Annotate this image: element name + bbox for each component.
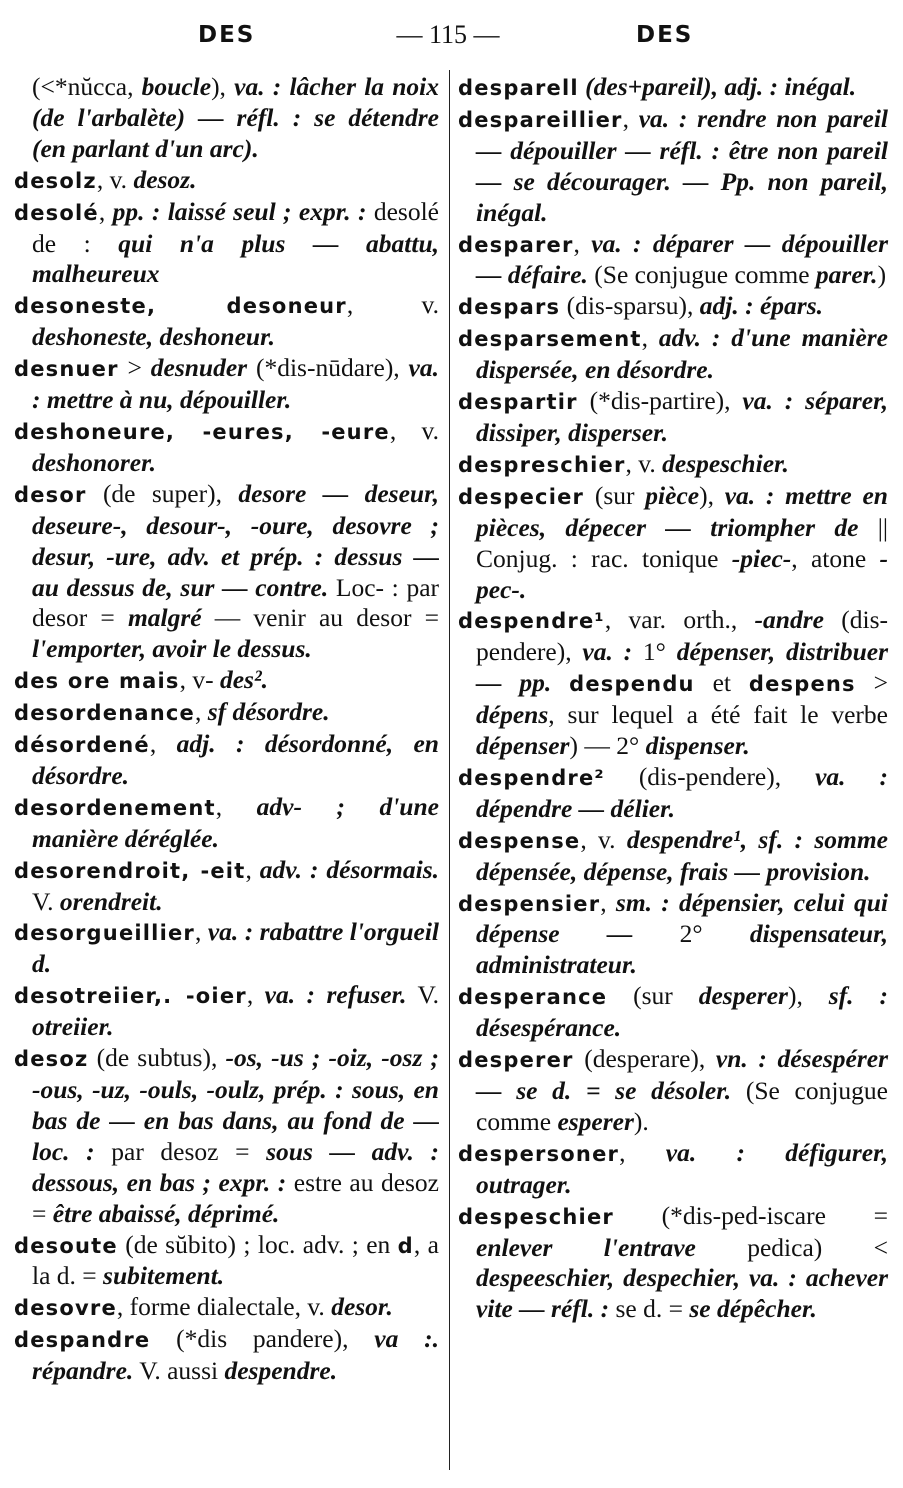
dictionary-entry (458, 72, 888, 104)
headword: despendre² (458, 765, 605, 790)
entry-text: desore — deseur, deseure-, desour-, -oure, desovre ; desur, -ure, adv. et prép. : dessus — au dessus de, sur — contre. (32, 478, 439, 602)
entry-text: va :. répandre. (32, 1324, 439, 1386)
dictionary-entry (458, 762, 888, 825)
entry-text: dépens (476, 700, 549, 730)
dictionary-entry (14, 980, 439, 1043)
entry-text: , var. orth., (604, 605, 755, 635)
entry-text: desoz. (133, 164, 197, 194)
entry-text: adj. : désordonné, en désordre. (32, 729, 439, 790)
entry-text: , (215, 791, 257, 821)
entry-text: va. : rendre non pareil — dépouiller — réfl. : être non pareil — se décourager. — Pp. non pareil, inégal. (476, 103, 888, 227)
entry-text: (sur (607, 981, 699, 1011)
entry-text: otreiier. (32, 1012, 114, 1042)
entry-text: l'emporter, avoir le dessus. (32, 634, 312, 664)
headword: despensier (458, 891, 601, 916)
dictionary-entry (458, 481, 888, 606)
entry-text: se d. = (609, 1294, 690, 1324)
entry-text: (*dis-partire), (577, 386, 743, 416)
entry-text: parer. (815, 260, 878, 290)
entry-text: , (573, 228, 592, 258)
entry-text: va. : séparer, dissiper, disperser. (476, 386, 888, 447)
entry-text: -pec-. (476, 543, 888, 604)
running-head-left: DES (198, 22, 256, 48)
dictionary-entry (458, 229, 888, 292)
dictionary-entry (14, 1043, 439, 1229)
headword: despeschier (458, 1204, 614, 1229)
entry-text: va. : mettre en pièces, dépecer — triompher de (476, 480, 888, 542)
entry-text: (de subtus), (88, 1043, 226, 1073)
right-column (458, 72, 888, 1325)
dictionary-entry (458, 323, 888, 386)
entry-text: , (194, 917, 208, 947)
entry-text: desor. (331, 1292, 393, 1322)
headword: desor (14, 482, 87, 507)
headword: despars (458, 295, 561, 320)
headword: desovre (14, 1296, 117, 1321)
entry-text: deshonorer. (32, 447, 156, 477)
page-number: — 115 — (396, 20, 500, 49)
entry-text: desolé de : (32, 196, 439, 258)
entry-text: despendu (569, 672, 695, 697)
entry-text: V. (32, 886, 60, 916)
headword: desordenement (14, 795, 216, 820)
entry-text: orendreit. (59, 886, 163, 916)
dictionary-entry (14, 353, 439, 416)
dictionary-entry (458, 291, 888, 323)
dictionary-entry (458, 1138, 888, 1201)
entry-text: 2° (632, 919, 750, 949)
left-column (14, 72, 439, 1387)
headword: desparell (458, 76, 579, 100)
entry-text: Loc- : par desor = (32, 572, 439, 633)
entry-text: despeschier. (662, 448, 789, 478)
dictionary-entry (14, 197, 439, 291)
entry-text: -os, -us ; -oiz, -osz ; -ous, -uz, -ouls, -oulz, prép. : sous, en bas de — en bas dans, au fond de — loc. : (32, 1043, 439, 1166)
dictionary-entry (14, 1324, 439, 1387)
headword: despartir (458, 390, 578, 415)
entry-text: dispenser. (645, 731, 750, 761)
headword: des ore mais (14, 669, 180, 694)
entry-text: pièce (645, 480, 700, 510)
headword: desordenance (14, 701, 195, 726)
dictionary-entry (458, 825, 888, 888)
entry-text: > (118, 353, 151, 383)
headword: desotreiier,. -oier (14, 984, 247, 1009)
entry-text: pedica) < (695, 1232, 889, 1262)
entry-text: (des+pareil), adj. : inégal. (585, 72, 857, 101)
entry-text: va. : lâcher la noix (de l'arbalète) — réfl. : se détendre (en parlant d'un arc). (32, 72, 439, 163)
entry-text: boucle (141, 72, 212, 101)
entry-text: (Se conjugue comme (587, 260, 816, 290)
entry-text: , (98, 196, 113, 226)
entry-text: , atone (791, 543, 880, 573)
entry-text: , v. (580, 824, 627, 854)
entry-text: , (195, 697, 208, 727)
entry-text: V. (406, 980, 440, 1010)
entry-text: (<*nŭcca, (32, 72, 142, 101)
dictionary-entry (458, 605, 888, 762)
entry-text: (sur (584, 480, 646, 510)
entry-text: V. aussi (133, 1356, 225, 1386)
entry-text: ). (633, 1106, 649, 1136)
entry-text: , (246, 980, 265, 1010)
headword: désordené (14, 733, 150, 758)
entry-text: despens (748, 672, 856, 697)
dictionary-entry (458, 386, 888, 449)
entry-text: vn. : désespérer — se d. = se désoler. (476, 1044, 888, 1105)
headword: despareillier (458, 107, 623, 132)
dictionary-entry (14, 72, 439, 165)
headword: desparer (458, 232, 574, 257)
headword: desnuer (14, 357, 119, 382)
entry-text: ) (877, 260, 887, 290)
entry-text: malgré (127, 603, 202, 633)
dictionary-entry (14, 665, 439, 697)
entry-text: sf désordre. (207, 697, 330, 727)
dictionary-entry (14, 1230, 439, 1293)
entry-text: dépenser, distribuer — pp. (476, 637, 888, 698)
dictionary-entry (14, 165, 439, 197)
column-divider (449, 70, 450, 1470)
entry-text: deshoneste, deshoneur. (32, 322, 275, 352)
entry-text: , v. (346, 290, 439, 320)
headword: desparsement (458, 327, 642, 352)
dictionary-entry (14, 290, 439, 353)
dictionary-entry (14, 917, 439, 980)
entry-text: , (149, 729, 177, 759)
entry-text: par desoz = (94, 1136, 267, 1166)
headword: despersoner (458, 1141, 620, 1166)
entry-text: des². (219, 665, 268, 695)
entry-text: enlever l'entrave (476, 1232, 696, 1262)
entry-text: adv- ; d'une manière déréglée. (32, 791, 439, 853)
headword: despecier (458, 484, 585, 509)
dictionary-entry (14, 416, 439, 479)
headword: desorendroit, -eit (14, 858, 246, 883)
dictionary-entry (458, 1044, 888, 1138)
entry-text: (dis-pendere), (604, 761, 816, 791)
entry-text: subitement. (103, 1261, 225, 1291)
entry-text: (dis-sparsu), (560, 291, 700, 321)
headword: desperer (458, 1048, 574, 1073)
entry-text: (*dis-nūdare), (247, 353, 409, 383)
headword: deshoneure, -eures, -eure (14, 419, 390, 444)
headword: despendre¹ (458, 609, 605, 634)
entry-text: d (397, 1233, 414, 1258)
dictionary-entry (458, 1201, 888, 1326)
headword: desoz (14, 1047, 89, 1072)
entry-text: adv. : d'une manière dispersée, en désordre. (476, 323, 888, 385)
running-head-right: DES (636, 22, 694, 48)
entry-text: , (619, 1137, 666, 1167)
dictionary-entry (458, 449, 888, 481)
entry-text: -andre (754, 605, 824, 635)
entry-text: , sur lequel a été fait le verbe (548, 700, 888, 730)
entry-text: (desperare), (573, 1044, 716, 1074)
entry-text: , v. (96, 164, 134, 194)
entry-text: va. : défigurer, outrager. (476, 1137, 888, 1199)
entry-text: desnuder (150, 353, 248, 383)
entry-text: , v. (389, 415, 439, 445)
entry-text: va. : (582, 637, 633, 667)
entry-text (551, 668, 569, 697)
entry-text: , a la d. = (32, 1229, 439, 1291)
entry-text: va. : déparer — dépouiller — défaire. (476, 228, 889, 290)
dictionary-entry (458, 888, 888, 982)
dictionary-entry (14, 792, 439, 855)
entry-text: , forme dialectale, v. (116, 1292, 332, 1322)
entry-text: ), (699, 480, 725, 510)
entry-text: dépenser (476, 731, 570, 761)
entry-text: se dépêcher. (689, 1294, 817, 1324)
entry-text: adv. : désormais. (259, 854, 440, 884)
entry-text: esperer (557, 1106, 634, 1136)
entry-text: -piec- (731, 543, 792, 573)
entry-text: , (600, 887, 616, 917)
entry-text: despendre¹, sf. : somme dépensée, dépense, frais — provision. (476, 824, 888, 886)
dictionary-entry (14, 729, 439, 792)
entry-text: , (245, 854, 260, 884)
entry-text: despendre. (224, 1356, 338, 1386)
dictionary-entry (14, 855, 439, 918)
headword: despense (458, 828, 581, 853)
entry-text: , v- (179, 665, 220, 695)
dictionary-entry (458, 104, 888, 229)
entry-text: despeeschier, despechier, va. : achever vite — réfl. : (476, 1263, 888, 1324)
page-header (0, 22, 903, 62)
entry-text: || Conjug. : rac. tonique (476, 512, 888, 573)
entry-text: desperer (698, 981, 788, 1011)
entry-text: pp. : laissé seul ; expr. : (112, 196, 367, 226)
entry-text: sm. : dépensier, celui qui dépense — (476, 887, 888, 949)
headword: despreschier (458, 452, 626, 477)
headword: desolé (14, 200, 99, 225)
headword: desoneste, desoneur (14, 294, 347, 319)
dictionary-entry (14, 479, 439, 665)
entry-text: sf. : désespérance. (476, 981, 888, 1043)
entry-text: va. : refuser. (264, 980, 407, 1010)
entry-text: (dis-pendere), (476, 605, 888, 667)
dictionary-entry (14, 1292, 439, 1324)
entry-text: va. : dépendre — délier. (476, 761, 888, 823)
entry-text: sous — adv. : dessous, en bas ; expr. : (32, 1136, 439, 1197)
entry-text: > (855, 668, 889, 698)
headword: desperance (458, 985, 608, 1010)
entry-text: (*dis pandere), (150, 1324, 375, 1354)
entry-text: , (622, 103, 639, 133)
dictionary-entry (14, 697, 439, 729)
headword: desolz (14, 168, 97, 193)
entry-text: adj. : épars. (699, 291, 823, 321)
headword: desorgueillier (14, 921, 195, 946)
entry-text: (de super), (86, 478, 239, 508)
entry-text: — venir au desor = (201, 603, 439, 633)
entry-text: va. : mettre à nu, dépouiller. (32, 353, 439, 415)
headword: despandre (14, 1328, 151, 1353)
entry-text: (de sŭbito) ; loc. adv. ; en (117, 1229, 398, 1259)
entry-text: dispensateur, administrateur. (476, 919, 889, 980)
entry-text: , (641, 323, 659, 353)
entry-text: ), (787, 981, 829, 1011)
entry-text: ) — 2° (569, 731, 646, 761)
entry-text: (Se conjugue comme (476, 1076, 888, 1136)
entry-text: , v. (625, 448, 663, 478)
entry-text: estre au desoz = (32, 1167, 440, 1228)
entry-text: 1° (632, 637, 677, 667)
entry-text: (*dis-ped-iscare = (613, 1200, 888, 1230)
entry-text: va. : rabattre l'orgueil d. (32, 917, 439, 979)
entry-text: ), (211, 72, 235, 101)
entry-text: et (694, 668, 749, 698)
headword: desoute (14, 1233, 118, 1258)
dictionary-entry (458, 981, 888, 1044)
entry-text: qui n'a plus — abattu, malheureux (32, 228, 440, 289)
entry-text: être abaissé, déprimé. (52, 1198, 280, 1228)
